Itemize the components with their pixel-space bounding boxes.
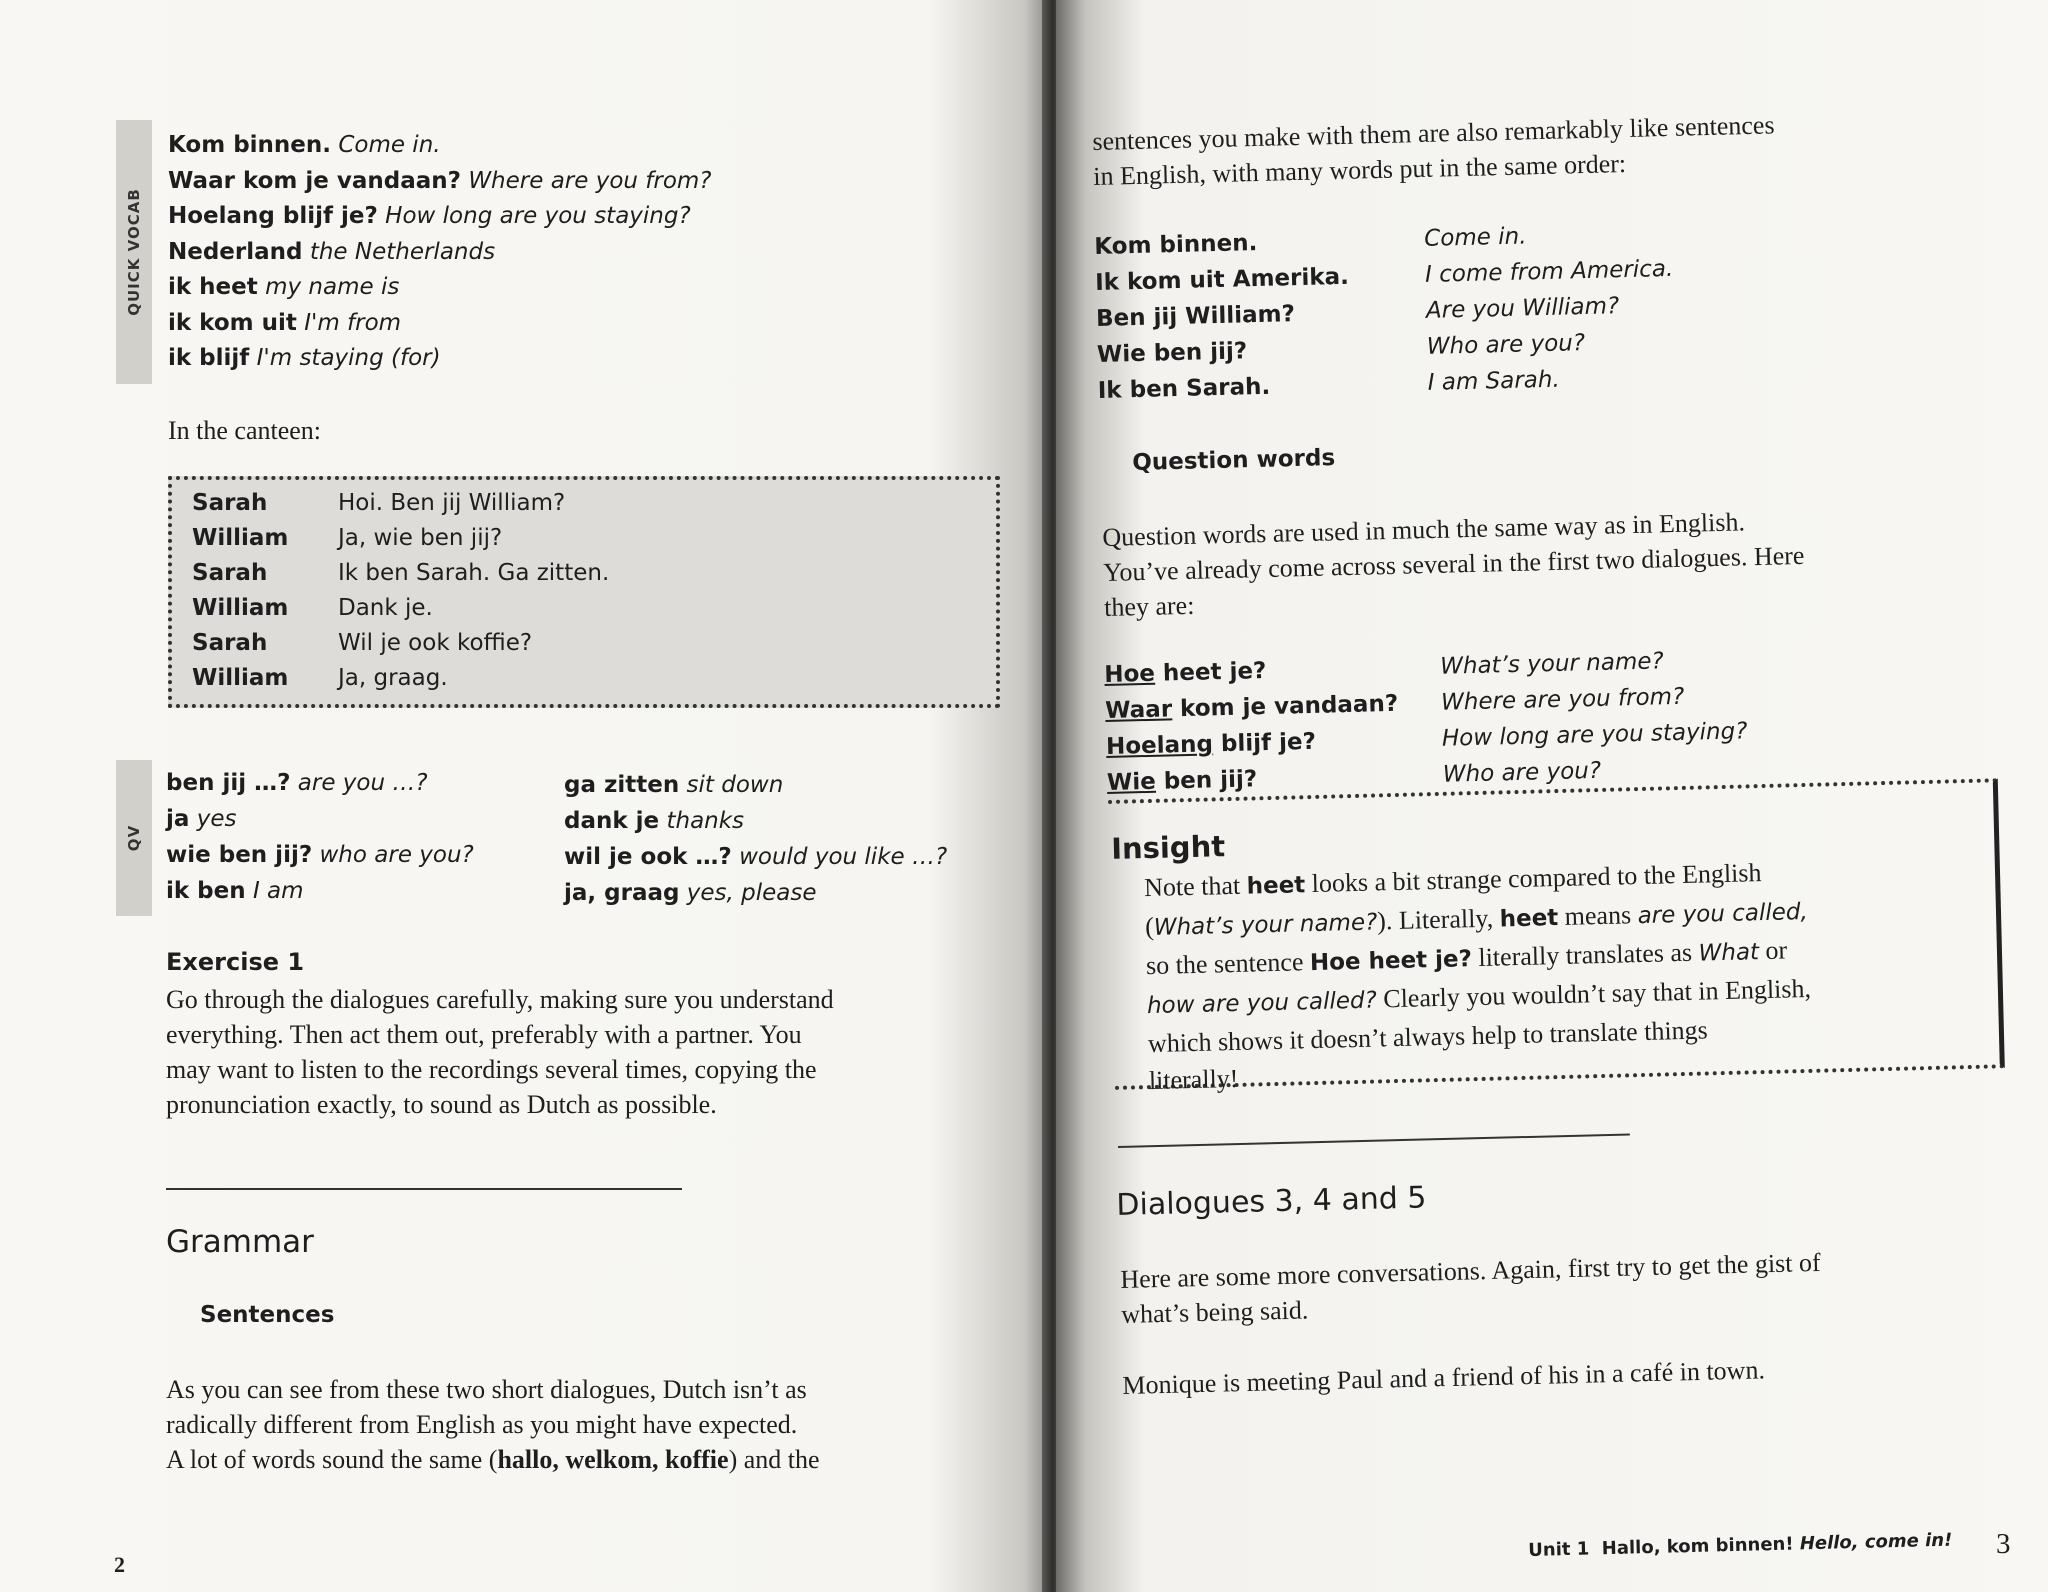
text-line: in English, with many words put in the same order:	[1092, 148, 1627, 191]
qv-item: ja yes	[166, 806, 237, 832]
footer	[1528, 1530, 1953, 1561]
text-line: You’ve already come across several in the first two dialogues. Here	[1102, 540, 1805, 587]
text-line: (What’s your name?). Literally, heet means are you called,	[1144, 898, 1809, 942]
speaker: William	[192, 595, 289, 621]
utterance: Ik ben Sarah. Ga zitten.	[338, 560, 610, 586]
question-words-list: Hoe heet je? What’s your name? Waar kom je vandaan? Where are you from? Hoelang blijf je? How long are you staying? Wie ben jij? Who are you?	[1104, 648, 1748, 796]
question-words-title: Question words	[1132, 445, 1336, 476]
vocab-item: Kom binnen. Come in.	[168, 132, 441, 158]
dialogue-line	[192, 525, 502, 551]
quick-vocab-list	[168, 128, 712, 377]
dialogues-title: Dialogues 3, 4 and 5	[1116, 1180, 1427, 1223]
utterance: Ja, graag.	[338, 665, 448, 691]
utterance: Ja, wie ben jij?	[338, 525, 503, 551]
insight-text	[1144, 850, 1949, 1099]
speaker: Sarah	[192, 630, 268, 656]
exercise-text	[166, 982, 834, 1122]
sentences-title: Sentences	[200, 1302, 335, 1328]
quick-vocab-tab	[116, 120, 152, 384]
canteen-intro: In the canteen:	[168, 416, 322, 445]
text-line: Question words are used in much the same way as in English.	[1102, 507, 1746, 552]
qv-item: ben jij …? are you …?	[166, 770, 428, 796]
footer-title-nl: Hallo, kom binnen!	[1601, 1533, 1794, 1560]
speaker: William	[192, 665, 289, 691]
dialogue-line	[192, 665, 448, 691]
text-line: how are you called? Clearly you wouldn’t say that in English,	[1146, 973, 1812, 1020]
page-number-left: 2	[114, 1552, 125, 1577]
footer-unit: Unit 1	[1528, 1538, 1590, 1561]
example-sentences: Kom binnen. Come in. Ik kom uit Amerika. I come from America. Ben jij William? Are you William? Wie ben jij? Who are you? Ik ben Sarah. I am Sarah.	[1094, 223, 1674, 404]
speaker: Sarah	[192, 490, 268, 516]
text-line: so the sentence Hoe heet je? literally translates as What or	[1145, 935, 1788, 981]
text-line: A lot of words sound the same (hallo, welkom, koffie) and the	[166, 1445, 820, 1474]
speaker: Sarah	[192, 560, 268, 586]
divider	[166, 1188, 682, 1190]
qv-label: QV	[125, 824, 143, 852]
vocab-item: ik kom uit I'm from	[168, 309, 402, 336]
exercise-title: Exercise 1	[166, 948, 305, 976]
text-line: radically different from English as you might have expected.	[166, 1410, 798, 1439]
qv-item: ik ben I am	[166, 878, 304, 904]
vocab-item: ik blijf I'm staying (for)	[168, 345, 441, 371]
vocab-item: ik heet my name is	[168, 274, 400, 300]
qv-item: ja, graag yes, please	[564, 880, 817, 906]
footer-title-en: Hello, come in!	[1799, 1529, 1953, 1555]
dialogue-line	[192, 490, 565, 516]
dialogue-line	[192, 630, 532, 656]
qv-item: dank je thanks	[564, 808, 745, 834]
speaker: William	[192, 525, 289, 551]
quick-vocab-label: QUICK VOCAB	[125, 188, 143, 316]
grammar-title: Grammar	[166, 1224, 314, 1260]
dialogue-line	[192, 595, 433, 621]
qv-item: ga zitten sit down	[564, 772, 784, 798]
text-line: sentences you make with them are also remarkably like sentences	[1092, 110, 1775, 156]
text-line: Note that heet looks a bit strange compared to the English	[1143, 858, 1762, 903]
text-line: everything. Then act them out, preferably with a partner. You	[166, 1020, 802, 1049]
insight-box	[1108, 778, 2005, 1096]
text-line: may want to listen to the recordings several times, copying the	[166, 1055, 817, 1084]
vocab-item: Waar kom je vandaan? Where are you from?	[168, 167, 712, 194]
utterance: Wil je ook koffie?	[338, 630, 533, 656]
text-line: which shows it doesn’t always help to translate things	[1147, 1015, 1709, 1059]
insight-title: Insight	[1110, 829, 1226, 866]
text-line: pronunciation exactly, to sound as Dutch as possible.	[166, 1090, 717, 1119]
monique-line: Monique is meeting Paul and a friend of his in a café in town.	[1122, 1355, 1766, 1400]
text-line: Here are some more conversations. Again, first try to get the gist of	[1120, 1247, 1821, 1294]
utterance: Hoi. Ben jij William?	[338, 490, 566, 516]
qv-tab	[116, 760, 152, 916]
divider	[1118, 1133, 1630, 1148]
text-line: As you can see from these two short dialogues, Dutch isn’t as	[166, 1375, 807, 1404]
text-line: Go through the dialogues carefully, making sure you understand	[166, 985, 834, 1014]
text-line: literally!	[1148, 1063, 1239, 1096]
vocab-item: Nederland the Netherlands	[168, 238, 496, 265]
intro-text	[1092, 107, 1776, 194]
utterance: Dank je.	[338, 595, 433, 621]
qv-item: wie ben jij? who are you?	[166, 842, 474, 868]
sentences-text	[166, 1372, 820, 1477]
dialogues-text	[1120, 1245, 1822, 1332]
text-line: they are:	[1103, 590, 1195, 622]
page-number-right: 3	[1996, 1528, 2011, 1560]
vocab-item: Hoelang blijf je? How long are you staying?	[168, 203, 691, 229]
question-words-text	[1102, 503, 1806, 625]
dialogue-line	[192, 560, 609, 586]
qv-item: wil je ook …? would you like …?	[564, 844, 948, 870]
dialogue-box	[168, 476, 1000, 708]
text-line: what’s being said.	[1120, 1295, 1309, 1329]
